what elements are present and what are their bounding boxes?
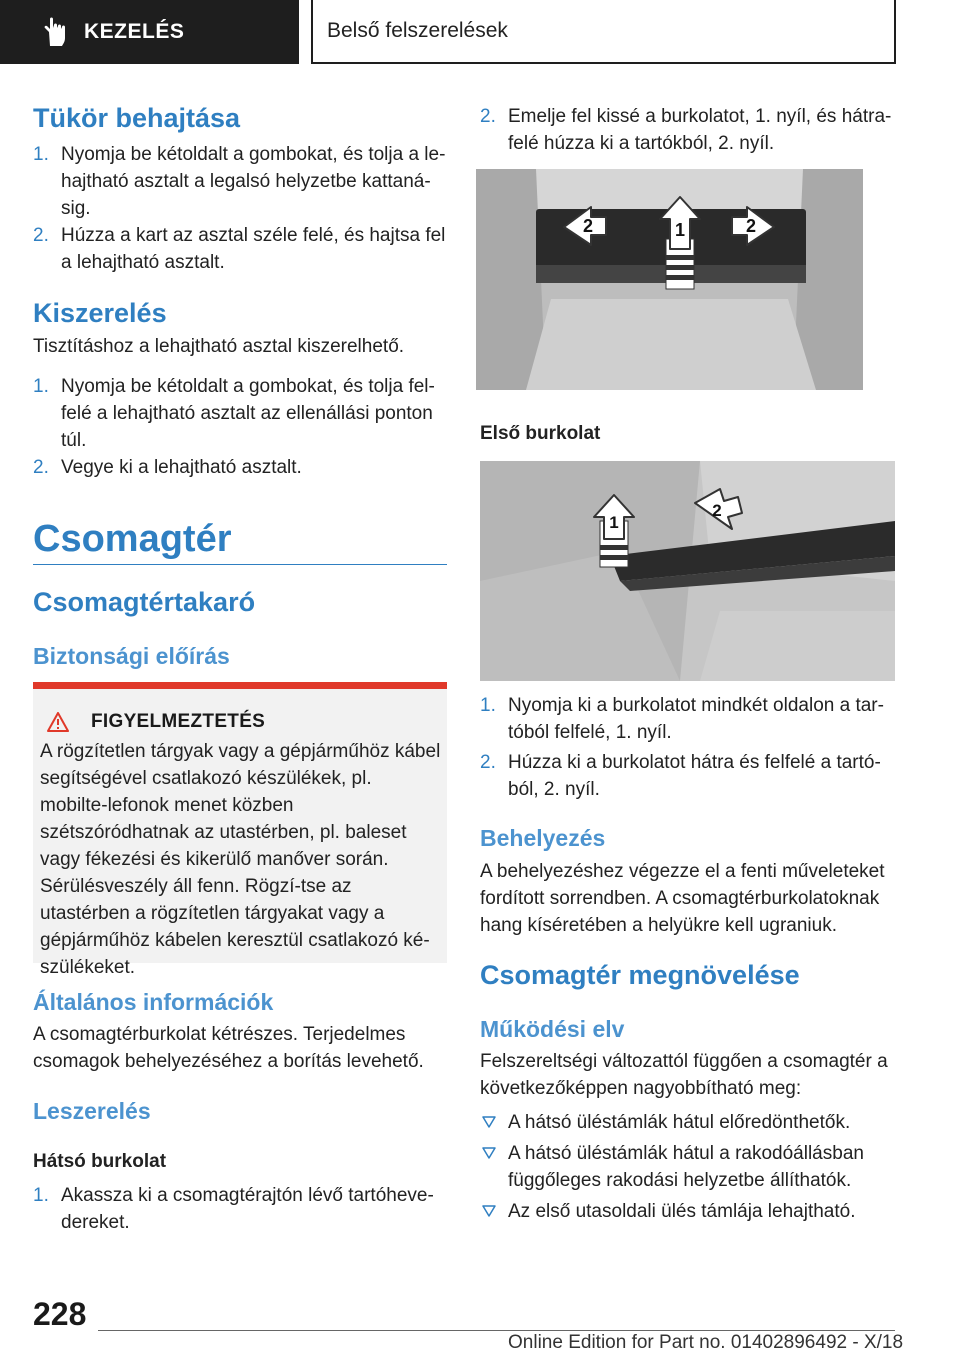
list-item [33, 454, 447, 481]
principle-text: Felszereltségi változattól függően a csomagtér a következőképpen nagyobbítható meg: [480, 1051, 888, 1099]
warning-text: A rögzítetlen tárgyak vagy a gépjárműhöz kábel segítségével csatlakozó készülékek, pl. mobilte‐lefonok menet közben szétszóródhatnak az utastérben, pl. baleset vagy fékezési és kikerülő manőver során. Sérülésveszély áll fenn. Rögzí‐tse az utastérben a rögzítetlen tárgyakat vagy a gépjárműhöz kábelen keresztül csatlakozó ké‐szülékeket. [40, 741, 441, 978]
bullet-text: A hátsó üléstámlák hátul előredönthetők. [508, 1112, 851, 1133]
removal-heading: Kiszerelés [33, 298, 167, 328]
step-number: 1. [33, 376, 49, 397]
rear-cover-image [476, 169, 863, 390]
step-number: 2. [480, 106, 496, 127]
step-number: 2. [33, 225, 49, 246]
step-text: Emelje fel kissé a burkolatot, 1. nyíl, és hátra‐felé húzza ki a tartókból, 2. nyíl. [508, 106, 892, 154]
arrow-label: 1 [674, 220, 686, 240]
step-text: Akassza ki a csomagtérajtón lévő tartóheve‐dereket. [61, 1185, 434, 1233]
list-item [33, 222, 447, 276]
list-item [33, 141, 447, 222]
list-item [480, 749, 896, 803]
list-item [480, 1198, 896, 1225]
list-item [33, 373, 447, 454]
step-number: 1. [33, 1185, 49, 1206]
install-text: A behelyezéshez végezze el a fenti műveleteket fordított sorrendben. A csomagtérburkolatoknak hang kíséretében a helyükre kell ugraniuk. [480, 861, 885, 936]
section-header [311, 0, 896, 64]
list-item [480, 103, 896, 157]
mirror-heading: Tükör behajtása [33, 103, 241, 133]
removal-intro: Tisztításhoz a lehajtható asztal kiszerelhető. [33, 336, 405, 357]
warning-title-text: FIGYELMEZTETÉS [91, 711, 266, 732]
general-text: A csomagtérburkolat kétrészes. Terjedelmes csomagok behelyezéséhez a borítás levehető. [33, 1024, 424, 1072]
list-item [480, 692, 896, 746]
step-text: Nyomja be kétoldalt a gombokat, és tolja a le‐hajtható asztalt a legalsó helyzetbe kattaná‐sig. [61, 144, 446, 219]
warning-triangle-icon [47, 712, 69, 732]
bullet-triangle-icon [482, 1146, 496, 1160]
bullet-triangle-icon [482, 1115, 496, 1129]
enlarge-heading: Csomagtér megnövelése [480, 960, 800, 990]
chapter-tab-label: KEZELÉS [84, 20, 185, 43]
step-text: Vegye ki a lehajtható asztalt. [61, 457, 302, 478]
step-number: 1. [33, 144, 49, 165]
step-number: 2. [480, 752, 496, 773]
install-heading: Behelyezés [480, 825, 606, 851]
dismount-heading: Leszerelés [33, 1098, 151, 1124]
arrow-label: 2 [712, 501, 722, 520]
arrow-label: 1 [609, 513, 619, 532]
section-title: Belső felszerelések [327, 19, 508, 42]
step-number: 2. [33, 457, 49, 478]
front-cover-image [480, 461, 895, 681]
front-cover-heading: Első burkolat [480, 423, 601, 444]
step-number: 1. [480, 695, 496, 716]
bullet-text: A hátsó üléstámlák hátul a rakodóállásban függőleges rakodási helyzetbe állíthatók. [508, 1143, 864, 1191]
chapter-heading: Csomagtér [33, 518, 232, 560]
rear-cover-heading: Hátsó burkolat [33, 1151, 167, 1172]
cover-heading: Csomagtértakaró [33, 587, 256, 617]
page-number: 228 [33, 1296, 87, 1332]
step-text: Húzza a kart az asztal széle felé, és hajtsa fel a lehajtható asztalt. [61, 225, 446, 273]
list-item [480, 1140, 896, 1194]
warning-box [33, 682, 447, 978]
general-heading: Általános információk [33, 989, 274, 1015]
arrow-label: 2 [582, 216, 594, 236]
chapter-tab [0, 0, 299, 64]
principle-heading: Működési elv [480, 1016, 625, 1042]
step-text: Nyomja ki a burkolatot mindkét oldalon a tar‐tóból felfelé, 1. nyíl. [508, 695, 884, 743]
heading-rule [33, 564, 447, 565]
list-item [480, 1109, 896, 1136]
safety-heading: Biztonsági előírás [33, 643, 230, 669]
edition-text: Online Edition for Part no. 01402896492 - X/18 [508, 1332, 904, 1353]
bullet-triangle-icon [482, 1204, 496, 1218]
bullet-text: Az első utasoldali ülés támlája lehajtható. [508, 1201, 856, 1222]
list-item [33, 1182, 447, 1236]
arrow-label: 2 [745, 216, 757, 236]
step-text: Nyomja be kétoldalt a gombokat, és tolja fel‐felé a lehajtható asztalt az ellenállási ponton túl. [61, 376, 435, 451]
warning-title [47, 711, 265, 733]
step-text: Húzza ki a burkolatot hátra és felfelé a tartó‐ból, 2. nyíl. [508, 752, 881, 800]
hand-pointer-icon [38, 14, 74, 50]
footer-rule [98, 1330, 895, 1331]
